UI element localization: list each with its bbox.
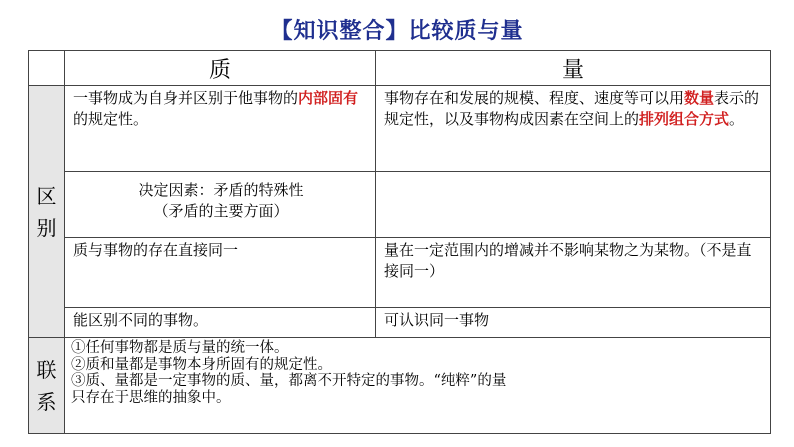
quality-highlight: 内部固有: [298, 89, 359, 107]
section-label-qubie: [29, 86, 65, 338]
table-row: [29, 86, 771, 172]
table-header-row: [29, 51, 771, 86]
header-corner-cell: [29, 51, 65, 86]
table-row: [29, 308, 771, 338]
quantity-identity-cell: 量在一定范围内的增减并不影响某物之为某物。（不是直接同一）: [376, 238, 771, 308]
determinant-line: （矛盾的主要方面）: [153, 202, 289, 220]
section-label-char: 区: [36, 183, 57, 208]
header-quantity: 量: [376, 51, 771, 86]
quantity-definition-cell: [376, 86, 771, 172]
quantity-highlight: 数量: [684, 89, 715, 107]
quality-function-cell: 能区别不同的事物。: [65, 308, 376, 338]
quality-definition-cell: [65, 86, 376, 172]
section-label-char: 联: [36, 357, 57, 382]
quantity-definition-text: 事物存在和发展的规模、程度、速度等可以用: [384, 89, 685, 107]
connection-line: ③质、量都是一定事物的质、量，都离不开特定的事物。“纯粹”的量: [71, 373, 507, 389]
quality-definition-text: 一事物成为自身并区别于他事物的: [73, 89, 299, 107]
quantity-function-cell: 可认识同一事物: [376, 308, 771, 338]
page-title: 【知识整合】比较质与量: [270, 19, 524, 44]
table-row: [29, 172, 771, 238]
table-row: [29, 338, 771, 434]
quantity-empty-cell: [376, 172, 771, 238]
quality-determinant-cell: [65, 172, 376, 238]
connection-line: ①任何事物都是质与量的统一体。: [71, 340, 289, 356]
section-label-char: 别: [36, 215, 57, 240]
quality-definition-text: 的规定性。: [73, 110, 149, 128]
quality-identity-cell: 质与事物的存在直接同一: [65, 238, 376, 308]
quantity-definition-text: 。: [729, 110, 745, 128]
connection-cell: [65, 338, 771, 434]
quantity-highlight: 排列组合方式: [639, 110, 730, 128]
connection-line: 只存在于思维的抽象中。: [71, 389, 231, 406]
section-label-lianxi: [29, 338, 65, 434]
section-label-char: 系: [36, 389, 57, 414]
connection-line: ②质和量都是事物本身所固有的规定性。: [71, 356, 332, 373]
header-quality: 质: [65, 51, 376, 86]
comparison-table: [28, 50, 771, 434]
determinant-line: 决定因素：矛盾的特殊性: [138, 181, 304, 199]
table-row: [29, 238, 771, 308]
quantity-definition-text: 表示的规定性，以及事物构成因素在空间上的: [384, 89, 760, 128]
